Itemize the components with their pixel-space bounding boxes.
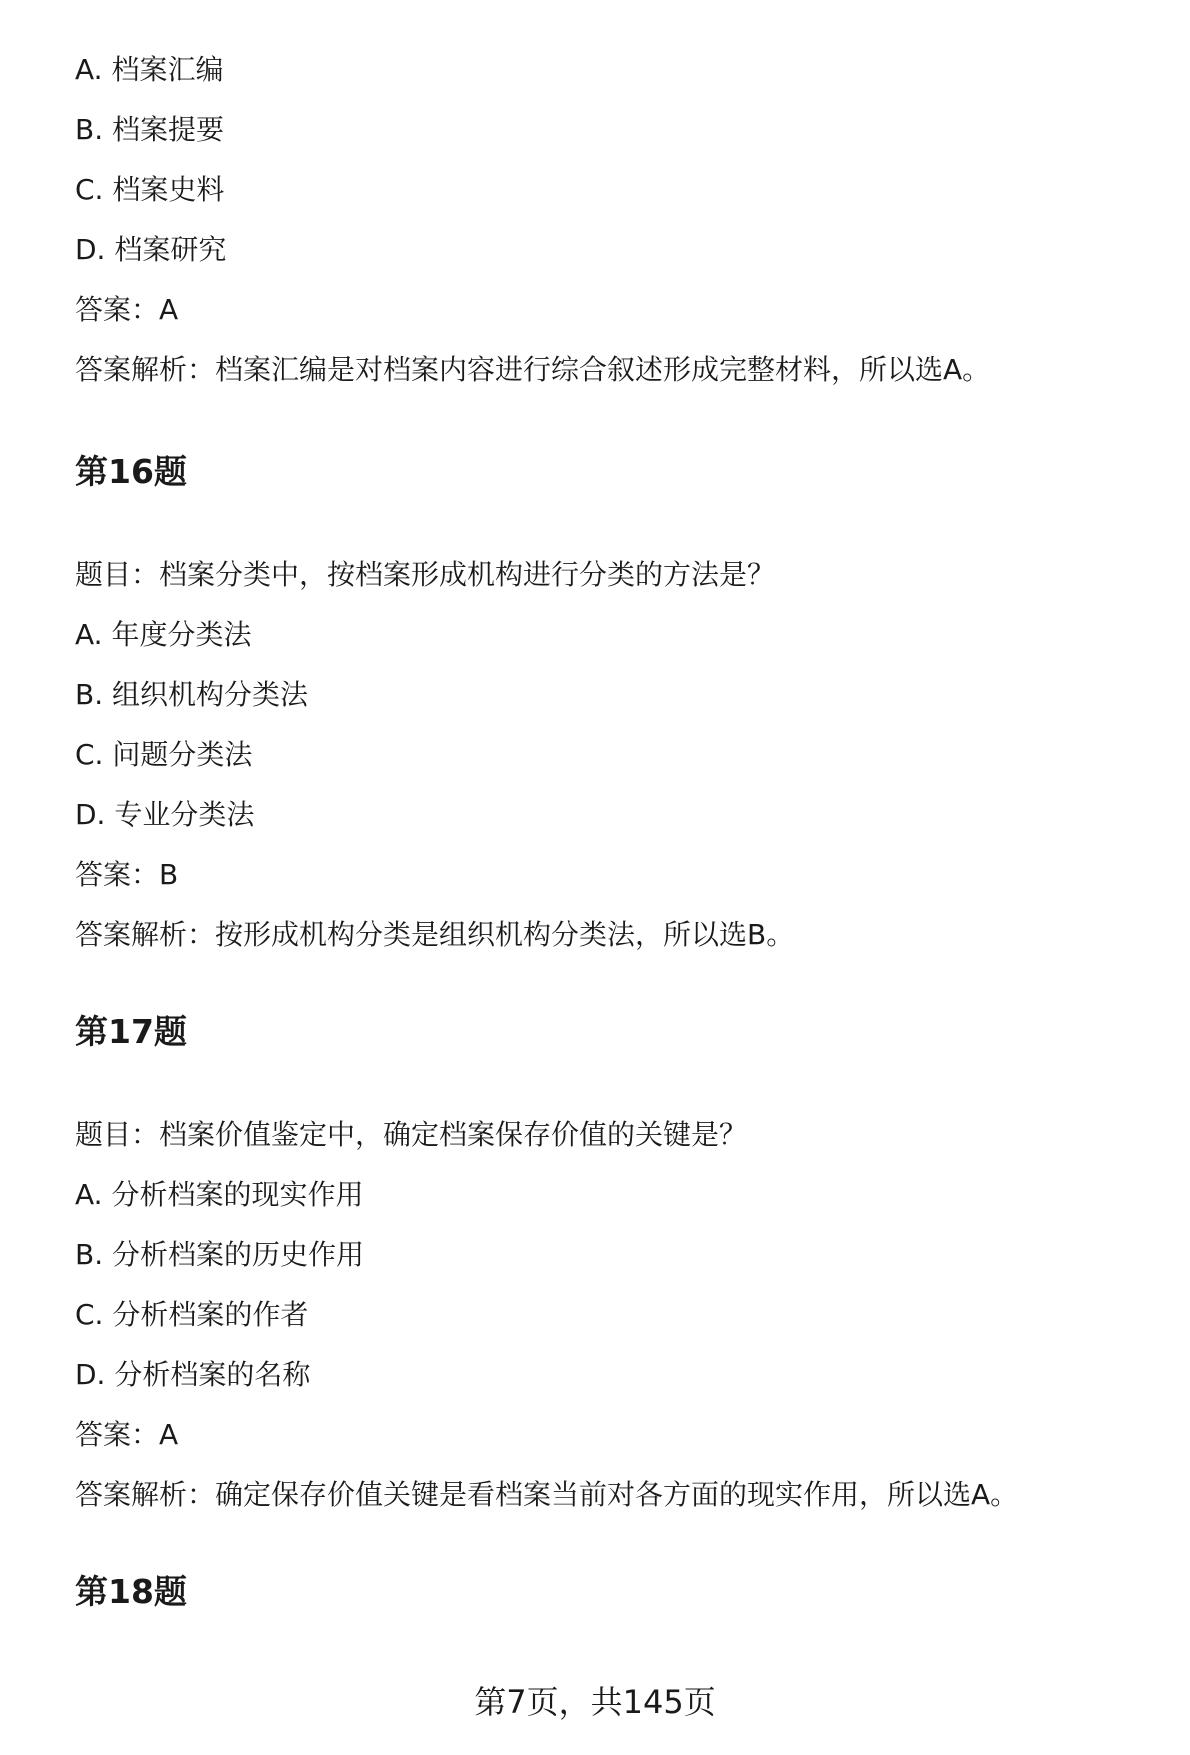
option-a: A. 年度分类法 [75, 618, 252, 651]
option-b: B. 档案提要 [75, 113, 225, 146]
question-heading: 第16题 [75, 452, 187, 491]
answer-explanation: 答案解析：确定保存价值关键是看档案当前对各方面的现实作用，所以选A。 [75, 1478, 1019, 1511]
option-a: A. 档案汇编 [75, 53, 224, 86]
option-d: D. 专业分类法 [75, 798, 255, 831]
answer: 答案：B [75, 858, 179, 891]
option-c: C. 分析档案的作者 [75, 1298, 309, 1331]
answer: 答案：A [75, 1418, 179, 1451]
option-c: C. 档案史料 [75, 173, 225, 206]
answer: 答案：A [75, 293, 179, 326]
question-text: 题目：档案价值鉴定中，确定档案保存价值的关键是？ [75, 1118, 748, 1151]
option-b: B. 组织机构分类法 [75, 678, 309, 711]
option-d: D. 分析档案的名称 [75, 1358, 311, 1391]
question-heading: 第17题 [75, 1012, 187, 1051]
option-c: C. 问题分类法 [75, 738, 253, 771]
question-text: 题目：档案分类中，按档案形成机构进行分类的方法是？ [75, 558, 776, 591]
option-b: B. 分析档案的历史作用 [75, 1238, 365, 1271]
option-a: A. 分析档案的现实作用 [75, 1178, 364, 1211]
answer-explanation: 答案解析：档案汇编是对档案内容进行综合叙述形成完整材料，所以选A。 [75, 353, 991, 386]
option-d: D. 档案研究 [75, 233, 227, 266]
question-heading: 第18题 [75, 1572, 187, 1611]
answer-explanation: 答案解析：按形成机构分类是组织机构分类法，所以选B。 [75, 918, 795, 951]
page-number: 第7页，共145页 [474, 1683, 716, 1721]
